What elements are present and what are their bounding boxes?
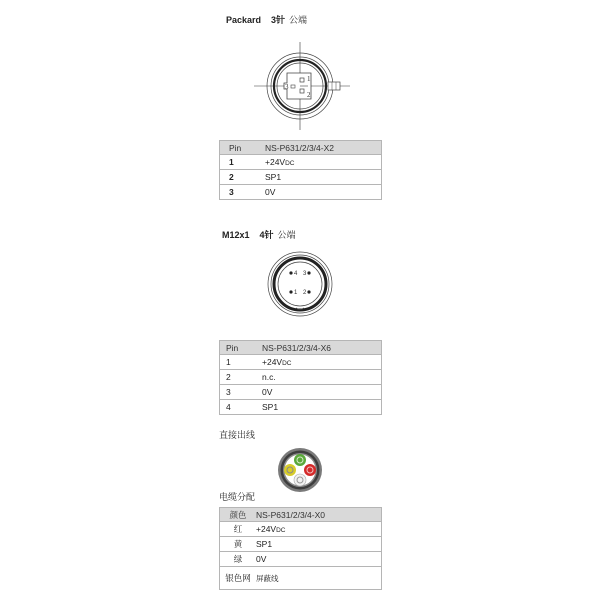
- pin-function: n.c.: [262, 370, 382, 385]
- table-row: [220, 567, 382, 590]
- pin-number: 4: [220, 400, 263, 415]
- wire-function: 0V: [256, 552, 382, 567]
- header-pin: Pin: [220, 141, 266, 155]
- pin-function: 0V: [265, 185, 382, 200]
- packard-connector-name: Packard: [226, 15, 262, 25]
- pin-function: SP1: [262, 400, 382, 415]
- packard-pin-label: 1: [307, 75, 311, 83]
- m12-pin-table: [219, 340, 382, 415]
- pin-number: 1: [220, 155, 266, 170]
- wire-color: 银色网: [220, 567, 257, 590]
- wire-function: [256, 522, 382, 537]
- pin-function-value: +24V: [262, 357, 283, 367]
- table-header-row: [220, 508, 382, 522]
- table-row: [220, 155, 382, 170]
- pin-number: 3: [220, 185, 266, 200]
- cable-distribution-label: 电缆分配: [219, 492, 256, 502]
- pin-function: [265, 155, 382, 170]
- cable-color-table: [219, 507, 382, 590]
- pin-function: [262, 355, 382, 370]
- table-row: [220, 552, 382, 567]
- table-header-row: [220, 141, 382, 155]
- wire-function: 屏蔽线: [256, 567, 382, 590]
- packard-title: [226, 13, 307, 26]
- wire-function: SP1: [256, 537, 382, 552]
- wire-function-sub: DC: [276, 527, 286, 534]
- m12-connector-diagram-icon: [262, 248, 342, 320]
- pin-function: SP1: [265, 170, 382, 185]
- header-model: NS-P631/2/3/4-X2: [265, 141, 382, 155]
- table-row: [220, 355, 382, 370]
- pin-function-value: +24V: [265, 157, 286, 167]
- wire-color: 绿: [220, 552, 257, 567]
- m12-connector-name: M12x1: [222, 230, 250, 240]
- wire-function-value: +24V: [256, 524, 277, 534]
- table-row: [220, 170, 382, 185]
- m12-pin-count: 4针: [259, 230, 274, 240]
- wire-color: 黄: [220, 537, 257, 552]
- table-row: [220, 400, 382, 415]
- m12-pin-label: 2: [303, 290, 307, 296]
- m12-title: [222, 228, 296, 241]
- packard-pin-label: 2: [307, 91, 311, 99]
- cable-cross-section-icon: [277, 447, 323, 493]
- pin-number: 2: [220, 170, 266, 185]
- m12-pin-label: 3: [303, 271, 307, 277]
- table-row: [220, 385, 382, 400]
- table-row: [220, 185, 382, 200]
- pin-function: 0V: [262, 385, 382, 400]
- packard-connector-diagram-icon: [250, 40, 360, 132]
- header-pin: Pin: [220, 341, 263, 355]
- table-row: [220, 537, 382, 552]
- m12-pin-label: 1: [294, 290, 298, 296]
- header-color: 颜色: [220, 508, 257, 522]
- table-row: [220, 370, 382, 385]
- m12-connector-type: 公端: [277, 230, 296, 240]
- header-model: NS-P631/2/3/4-X0: [256, 508, 382, 522]
- pin-number: 2: [220, 370, 263, 385]
- packard-pin-count: 3针: [271, 15, 286, 25]
- m12-pin-label: 4: [294, 271, 298, 277]
- pin-number: 3: [220, 385, 263, 400]
- packard-pin-label: 3: [285, 83, 289, 91]
- header-model: NS-P631/2/3/4-X6: [262, 341, 382, 355]
- table-row: [220, 522, 382, 537]
- wire-color: 红: [220, 522, 257, 537]
- pin-function-sub: DC: [282, 360, 292, 367]
- packard-pin-table: [219, 140, 382, 200]
- packard-connector-type: 公端: [289, 15, 308, 25]
- pin-function-sub: DC: [285, 160, 295, 167]
- table-header-row: [220, 341, 382, 355]
- pin-number: 1: [220, 355, 263, 370]
- direct-cable-label: 直接出线: [219, 430, 256, 440]
